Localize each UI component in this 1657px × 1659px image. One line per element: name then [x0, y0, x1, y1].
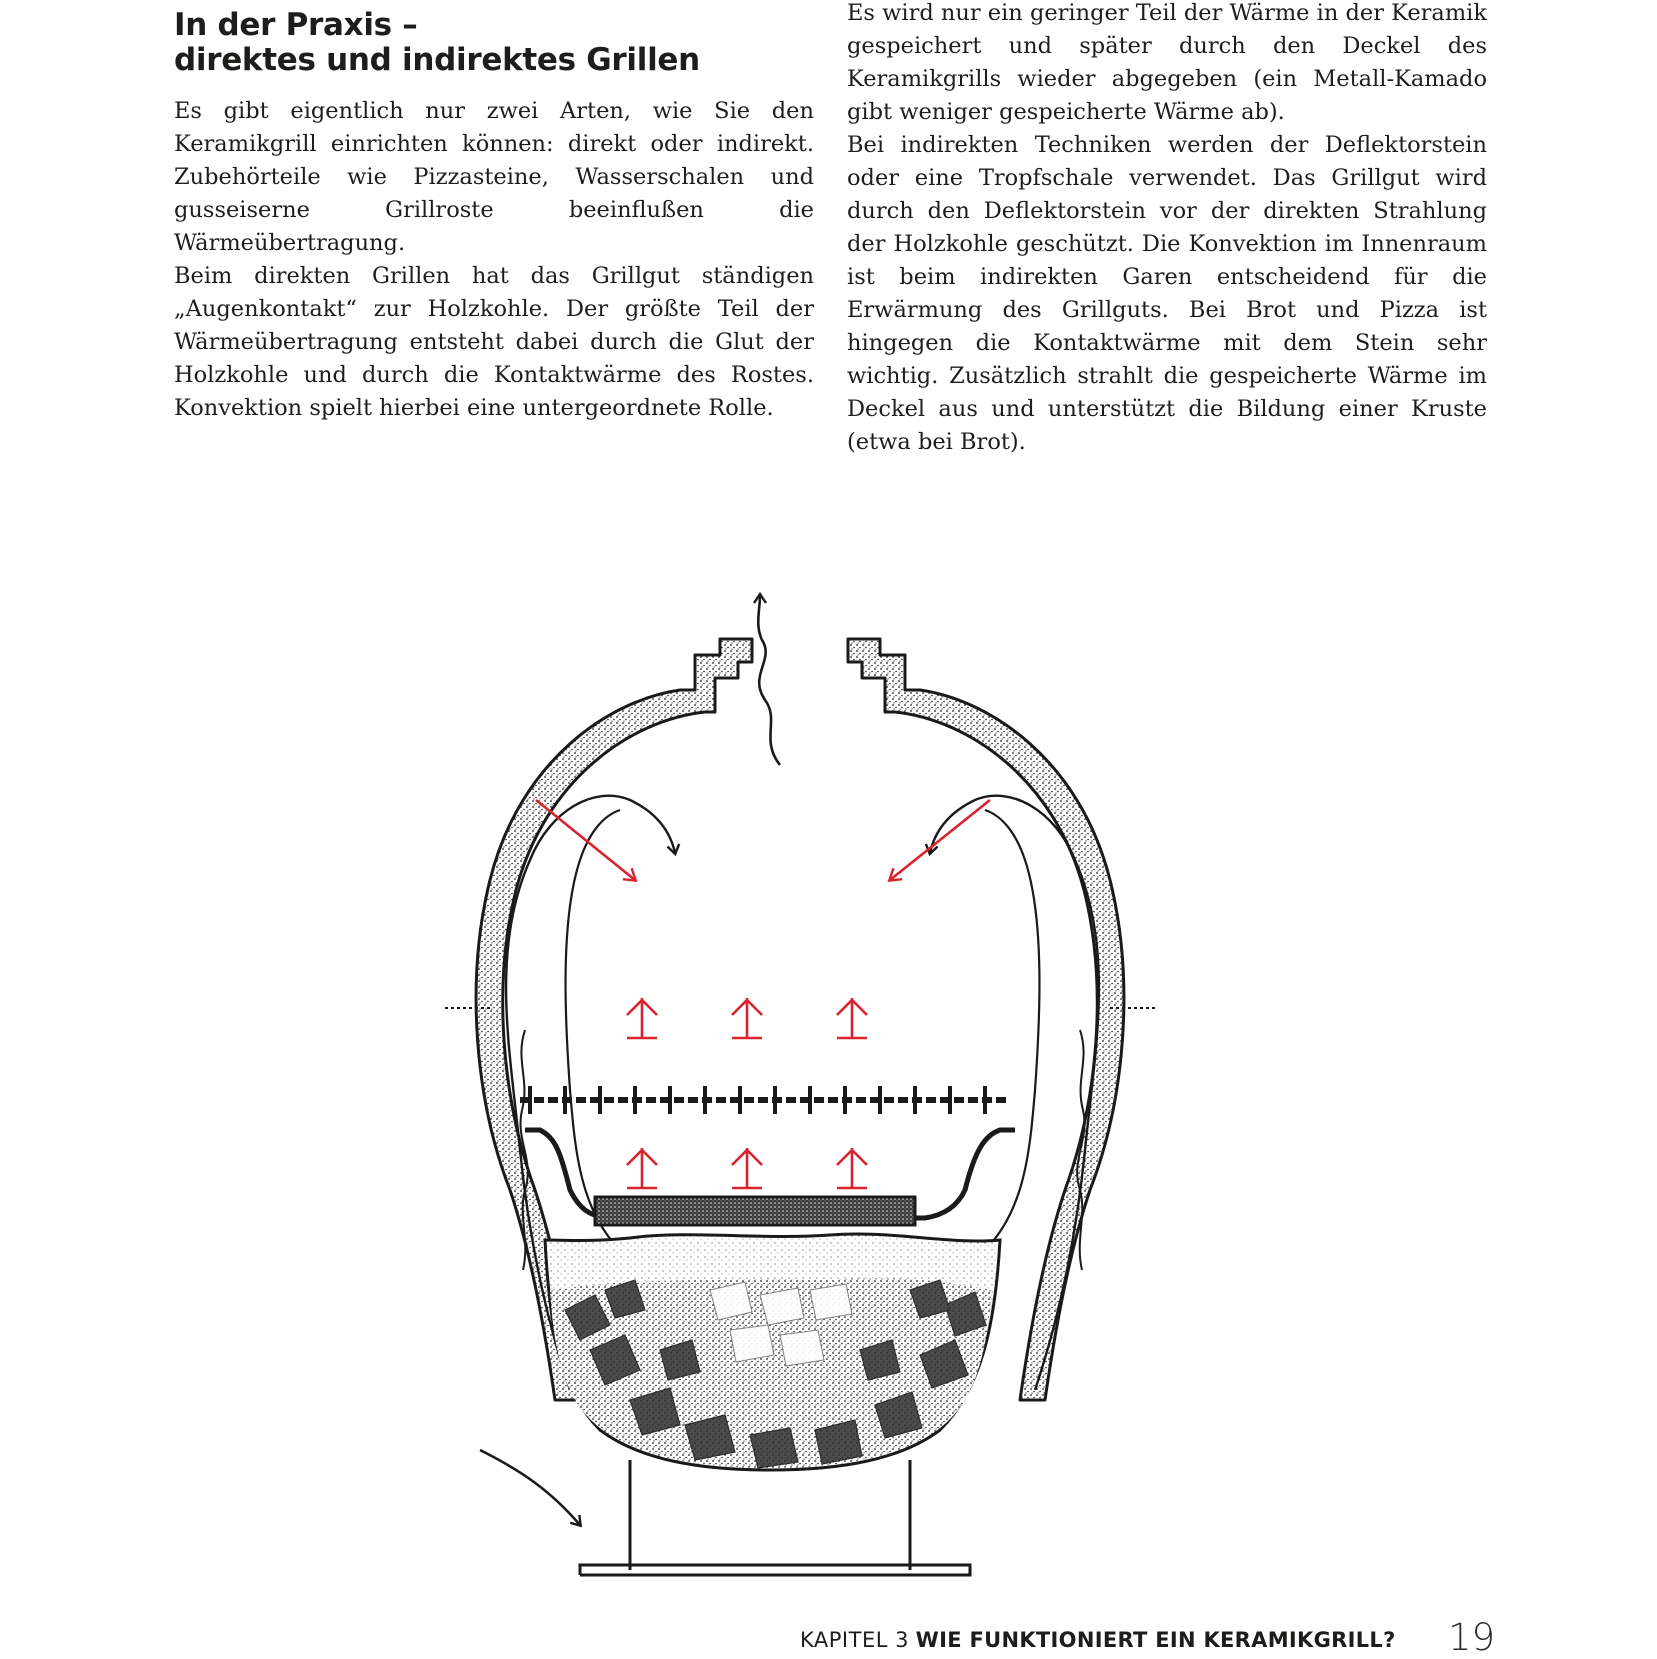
lid-radiation-arrow-left: [536, 800, 635, 880]
heat-arrow-up-6: [837, 1148, 867, 1188]
air-inlet-arrow: [480, 1450, 580, 1525]
heat-arrow-up-5: [732, 1148, 762, 1188]
heat-arrow-up-2: [732, 998, 762, 1038]
base-stand: [580, 1460, 970, 1575]
page-footer: [800, 1625, 1500, 1655]
right-text-column: [847, 0, 1487, 459]
convection-loop-right-inner: [985, 810, 1039, 1250]
left-text-column: [174, 95, 814, 425]
heading-line-2: direktes und indirektes Grillen: [174, 42, 700, 78]
heat-arrows-lower-row: [627, 1148, 867, 1188]
heading-line-1: In der Praxis –: [174, 7, 418, 43]
paragraph-indirect-grilling: Bei indirekten Techniken werden der Deflektorstein oder eine Tropfschale verwendet. Das Grillgut wird durch den Deflektorstein vor der direkten Strahlung der Holzkohle geschützt. Die Konvektion im Innenraum ist beim indirekten Garen entscheidend für die Erwärmung des Grillguts. Bei Brot und Pizza ist hingegen die Kontaktwärme mit dem Stein sehr wichtig. Zusätzlich strahlt die gespeicherte Wärme im Deckel aus und unterstützt die Bildung einer Kruste (etwa bei Brot).: [847, 132, 1487, 455]
deflector-stone: [595, 1197, 915, 1225]
grill-grate: [520, 1086, 1010, 1114]
paragraph-heat-storage: Es wird nur ein geringer Teil der Wärme in der Keramik gespeichert und später durch den Deckel des Keramikgrills wieder abgegeben (ein Metall-Kamado gibt weniger gespeicherte Wärme ab).: [847, 0, 1487, 125]
heat-arrows-upper-row: [627, 998, 867, 1038]
section-heading: [174, 8, 814, 78]
footer-chapter-title: WIE FUNKTIONIERT EIN KERAMIKGRILL?: [915, 1628, 1396, 1652]
paragraph-direct-grilling: Beim direkten Grillen hat das Grillgut ständigen „Augenkontakt“ zur Holzkohle. Der größte Teil der Wärmeübertragung entsteht dabei durch die Glut der Holzkohle und durch die Kontaktwärme des Rostes. Konvektion spielt hierbei eine untergeordnete Rolle.: [174, 263, 814, 421]
page-number: 19: [1448, 1616, 1496, 1659]
paragraph-intro: Es gibt eigentlich nur zwei Arten, wie Sie den Keramikgrill einrichten können: direkt oder indirekt. Zubehörteile wie Pizzasteine, Wasserschalen und gusseiserne Grillroste beeinflußen die Wärmeübertragung.: [174, 98, 814, 256]
convection-loop-left-inner: [566, 810, 620, 1250]
kamado-diagram-svg: [430, 590, 1190, 1600]
heat-arrow-up-3: [837, 998, 867, 1038]
heat-arrow-up-1: [627, 998, 657, 1038]
footer-chapter: KAPITEL 3: [800, 1628, 909, 1652]
lid-radiation-arrow-right: [890, 800, 990, 880]
smoke-outflow-line: [758, 595, 780, 765]
heat-arrow-up-4: [627, 1148, 657, 1188]
kamado-illustration: [430, 590, 1190, 1600]
